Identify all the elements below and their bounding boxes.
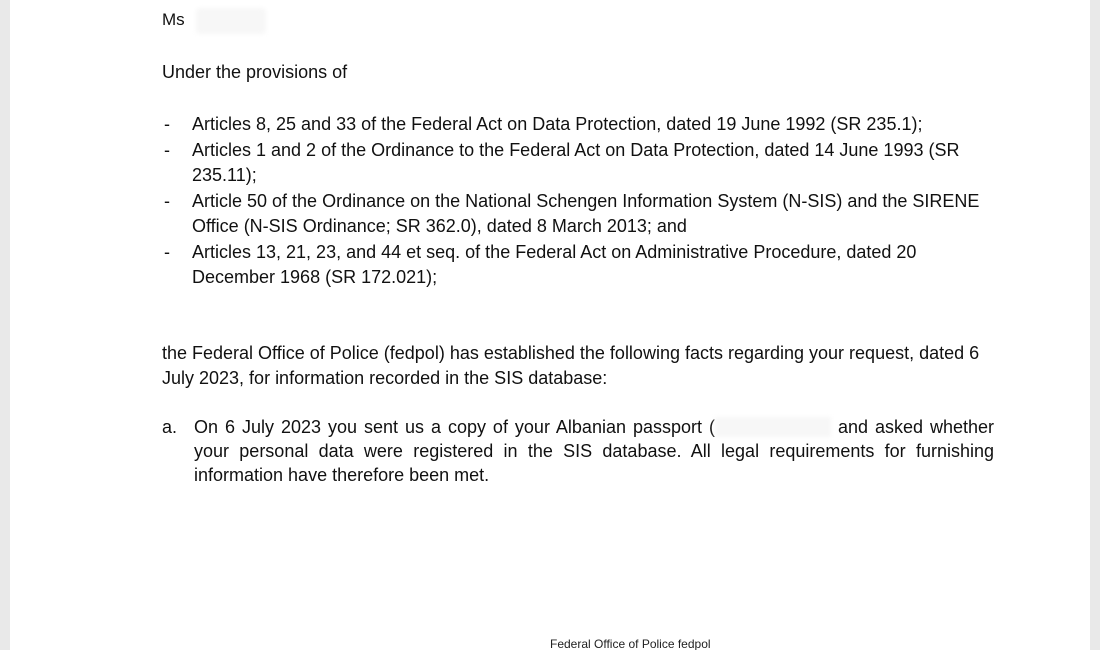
provision-text: Article 50 of the Ordinance on the National Schengen Information System (N-SIS) and the SIRENE Office (N-SIS Ordinance; SR 362.0), dated 8 March 2013; and: [192, 191, 980, 236]
item-a-body: [194, 415, 994, 487]
redacted-passport-number: [715, 417, 831, 437]
item-a: [162, 415, 994, 487]
provision-text: Articles 1 and 2 of the Ordinance to the Federal Act on Data Protection, dated 14 June 1993 (SR 235.11);: [192, 140, 960, 185]
document-page: [10, 0, 1090, 650]
list-item: [162, 189, 1002, 239]
provision-text: Articles 8, 25 and 33 of the Federal Act on Data Protection, dated 19 June 1992 (SR 235.1);: [192, 114, 923, 134]
salutation: [162, 10, 185, 30]
footer-office-name: Federal Office of Police fedpol: [550, 637, 711, 650]
provisions-list: [162, 112, 1002, 291]
bullet-dash: -: [164, 140, 170, 160]
list-item: [162, 240, 1002, 290]
item-a-text-before: On 6 July 2023 you sent us a copy of your Albanian passport (: [194, 417, 715, 437]
redacted-name: [196, 8, 266, 34]
facts-paragraph: the Federal Office of Police (fedpol) has established the following facts regarding your request, dated 6 July 2023, for information recorded in the SIS database:: [162, 343, 980, 388]
bullet-dash: -: [164, 114, 170, 134]
list-item: [162, 112, 1002, 137]
bullet-dash: -: [164, 191, 170, 211]
list-item: [162, 138, 1002, 188]
bullet-dash: -: [164, 242, 170, 262]
item-a-marker: a.: [162, 417, 178, 437]
intro-text: Under the provisions of: [162, 62, 348, 82]
provision-text: Articles 13, 21, 23, and 44 et seq. of the Federal Act on Administrative Procedure, dated 20 December 1968 (SR 172.021);: [192, 242, 917, 287]
item-a-text-after: and asked whether your personal data were registered in the SIS database. All legal requirements for furnishing information have therefore been met.: [194, 417, 994, 485]
salutation-text: Ms: [162, 10, 185, 29]
